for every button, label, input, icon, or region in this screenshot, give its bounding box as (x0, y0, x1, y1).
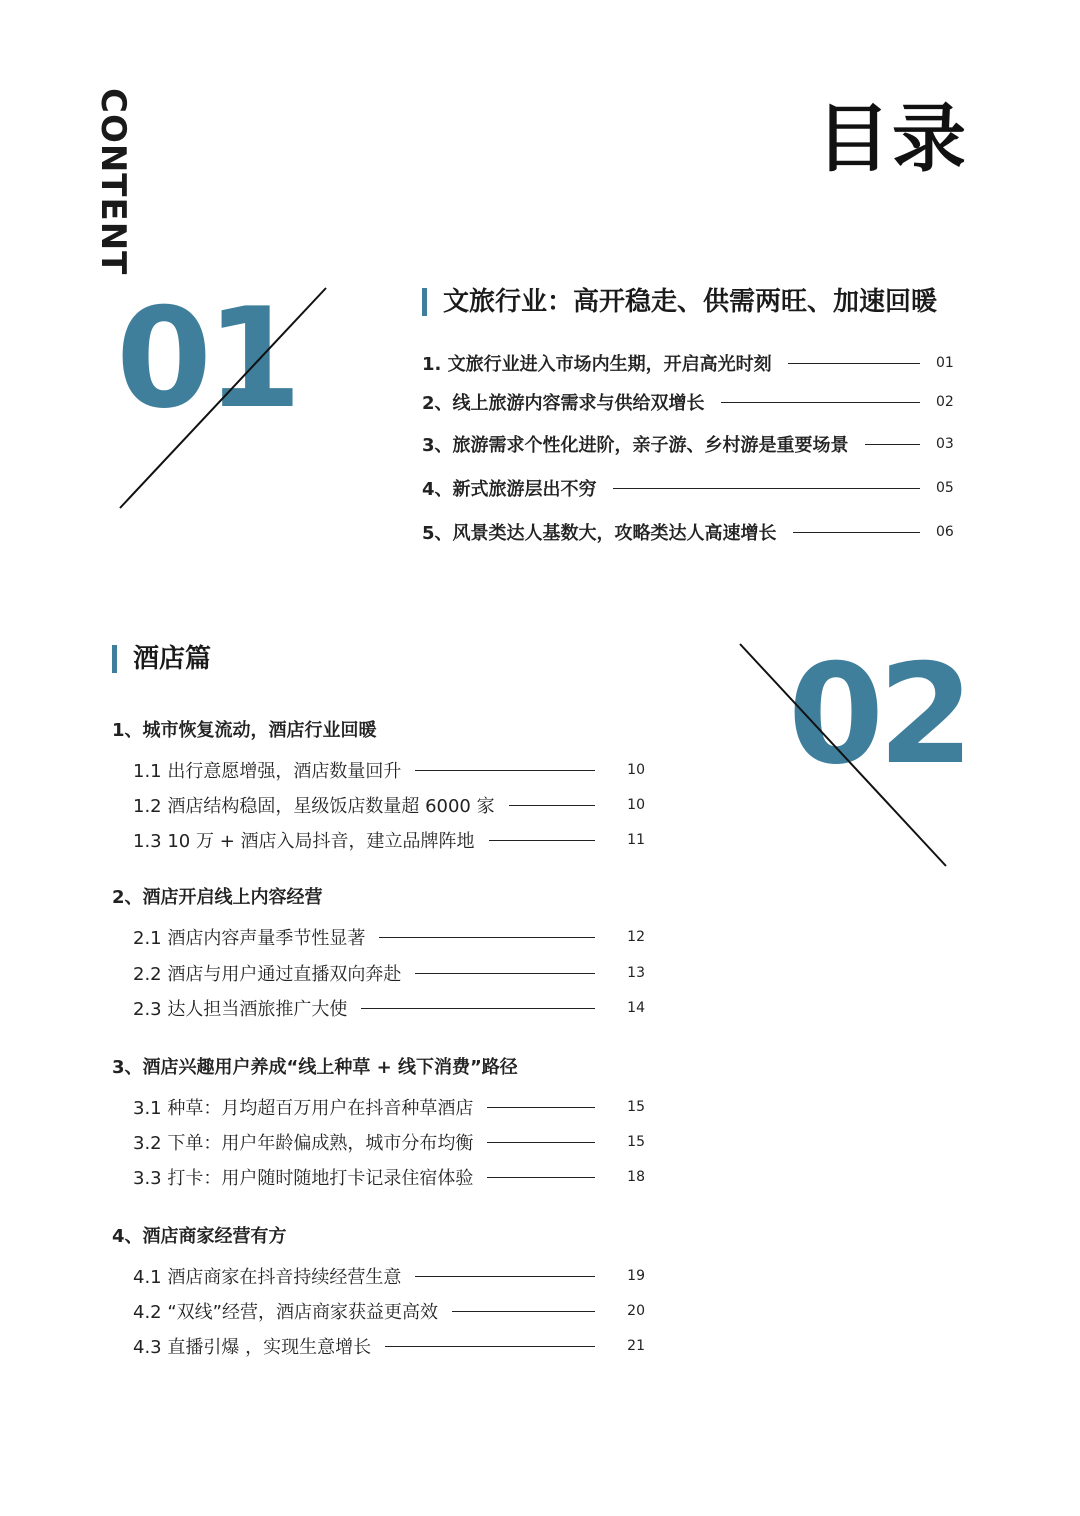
toc-item-label: 3、旅游需求个性化进阶，亲子游、乡村游是重要场景 (422, 435, 849, 456)
leader-line (379, 937, 595, 938)
leader-line (452, 1311, 595, 1312)
leader-line (385, 1346, 595, 1347)
toc-subitem[interactable] (133, 1333, 645, 1359)
toc-subitem-page: 13 (627, 965, 645, 981)
toc-subitem-page: 12 (627, 929, 645, 945)
toc-group-heading[interactable]: 2、酒店开启线上内容经营 (112, 887, 323, 908)
leader-line (361, 1008, 595, 1009)
toc-item[interactable] (422, 350, 958, 376)
section-title-01: 文旅行业：高开稳走、供需两旺、加速回暖 (422, 288, 937, 316)
toc-subitem-page: 21 (627, 1338, 645, 1354)
leader-line (721, 402, 920, 403)
toc-subitem-page: 11 (627, 832, 645, 848)
toc-subitem[interactable] (133, 792, 645, 818)
toc-subitem[interactable] (133, 1298, 645, 1324)
leader-line (487, 1177, 595, 1178)
toc-subitem-page: 10 (627, 762, 645, 778)
toc-subitem-label: 3.2 下单：用户年龄偏成熟，城市分布均衡 (133, 1133, 474, 1154)
toc-group-heading[interactable]: 1、城市恢复流动，酒店行业回暖 (112, 720, 377, 741)
toc-subitem-page: 15 (627, 1099, 645, 1115)
toc-subitem-page: 15 (627, 1134, 645, 1150)
toc-item-label: 2、线上旅游内容需求与供给双增长 (422, 393, 705, 414)
toc-subitem[interactable] (133, 827, 645, 853)
toc-subitem[interactable] (133, 1129, 645, 1155)
toc-subitem[interactable] (133, 757, 645, 783)
toc-item-label: 1. 文旅行业进入市场内生期，开启高光时刻 (422, 354, 772, 375)
toc-item[interactable] (422, 475, 958, 501)
toc-item-page: 06 (936, 524, 954, 540)
toc-item-label: 5、风景类达人基数大，攻略类达人高速增长 (422, 523, 777, 544)
toc-subitem-label: 1.3 10 万 + 酒店入局抖音，建立品牌阵地 (133, 831, 475, 852)
toc-subitem-label: 1.1 出行意愿增强，酒店数量回升 (133, 761, 402, 782)
toc-subitem[interactable] (133, 924, 645, 950)
page-title: 目录 (816, 96, 968, 182)
toc-subitem-label: 3.1 种草：月均超百万用户在抖音种草酒店 (133, 1098, 474, 1119)
toc-subitem-page: 18 (627, 1169, 645, 1185)
toc-item[interactable] (422, 389, 958, 415)
content-side-label-text: CONTENT (93, 88, 133, 276)
toc-subitem-page: 20 (627, 1303, 645, 1319)
leader-line (415, 973, 595, 974)
diagonal-line-02 (730, 636, 960, 876)
leader-line (487, 1142, 595, 1143)
toc-subitem-label: 4.1 酒店商家在抖音持续经营生意 (133, 1267, 402, 1288)
diagonal-line-01 (110, 280, 340, 520)
toc-subitem-label: 4.3 直播引爆 ，实现生意增长 (133, 1337, 372, 1358)
toc-subitem-label: 2.1 酒店内容声量季节性显著 (133, 928, 366, 949)
leader-line (487, 1107, 595, 1108)
toc-item-page: 01 (936, 355, 954, 371)
section-number-01: 01 (116, 278, 297, 439)
toc-item-page: 02 (936, 394, 954, 410)
section-title-02: 酒店篇 (112, 645, 211, 673)
toc-subitem[interactable] (133, 1263, 645, 1289)
toc-subitem[interactable] (133, 995, 645, 1021)
section-number-02: 02 (788, 634, 969, 795)
content-side-label (93, 88, 133, 276)
toc-item-page: 05 (936, 480, 954, 496)
leader-line (509, 805, 595, 806)
toc-subitem[interactable] (133, 1094, 645, 1120)
toc-group-heading[interactable]: 3、酒店兴趣用户养成“线上种草 + 线下消费”路径 (112, 1057, 518, 1078)
toc-subitem-label: 2.3 达人担当酒旅推广大使 (133, 999, 348, 1020)
toc-item[interactable] (422, 519, 958, 545)
toc-item-label: 4、新式旅游层出不穷 (422, 479, 597, 500)
toc-subitem[interactable] (133, 960, 645, 986)
toc-subitem-label: 4.2 “双线”经营，酒店商家获益更高效 (133, 1302, 438, 1323)
toc-subitem[interactable] (133, 1164, 645, 1190)
toc-item[interactable] (422, 431, 958, 457)
toc-subitem-page: 19 (627, 1268, 645, 1284)
toc-subitem-label: 3.3 打卡：用户随时随地打卡记录住宿体验 (133, 1168, 474, 1189)
leader-line (415, 770, 595, 771)
leader-line (788, 363, 920, 364)
leader-line (865, 444, 920, 445)
leader-line (489, 840, 596, 841)
toc-subitem-page: 10 (627, 797, 645, 813)
toc-subitem-page: 14 (627, 1000, 645, 1016)
toc-subitem-label: 1.2 酒店结构稳固，星级饭店数量超 6000 家 (133, 796, 495, 817)
toc-group-heading[interactable]: 4、酒店商家经营有方 (112, 1226, 287, 1247)
leader-line (613, 488, 920, 489)
leader-line (415, 1276, 595, 1277)
leader-line (793, 532, 920, 533)
toc-subitem-label: 2.2 酒店与用户通过直播双向奔赴 (133, 964, 402, 985)
toc-item-page: 03 (936, 436, 954, 452)
